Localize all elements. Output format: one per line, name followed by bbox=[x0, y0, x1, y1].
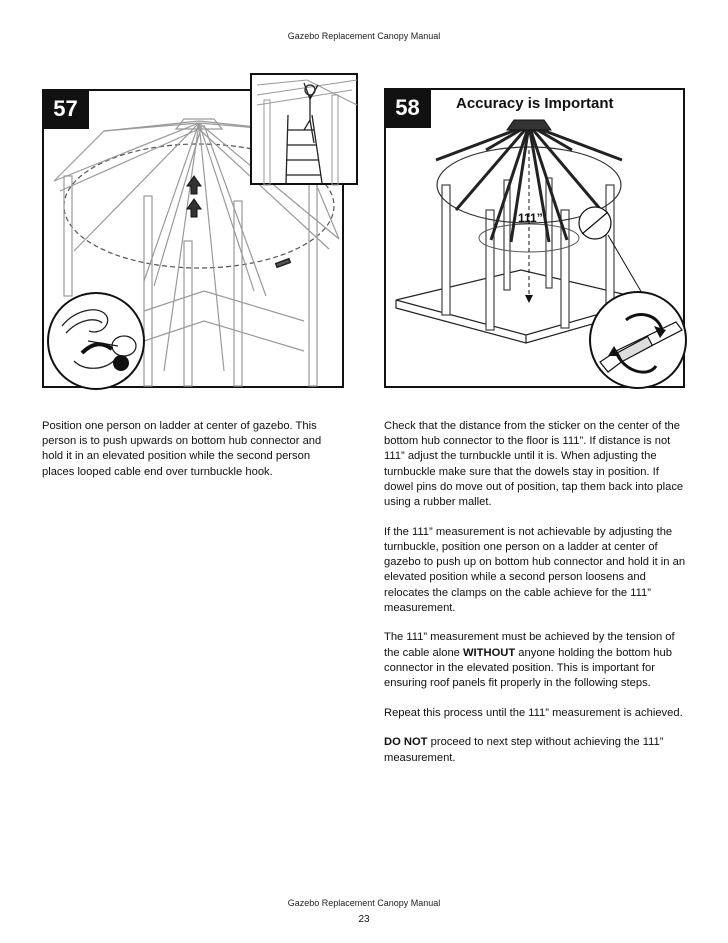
step-57-instructions bbox=[42, 419, 332, 494]
page-footer-title: Gazebo Replacement Canopy Manual bbox=[287, 898, 441, 908]
gazebo-measure-illustration bbox=[386, 90, 687, 390]
step-58-paragraph-1: Check that the distance from the sticker on the center of the bottom hub connector to the floor is 111”. If distance is not 111” adjust the turnbuckle until it is. When adjusting the turnbuckle make sure that the dowels stay in position. If dowel pins do move out of position, tap them back into place using a rubber mallet. bbox=[384, 420, 684, 509]
step-58-paragraph-4: Repeat this process until the 111” measurement is achieved. bbox=[384, 706, 683, 719]
step-58-instructions bbox=[384, 419, 689, 780]
step-58-number: 58 bbox=[384, 88, 431, 128]
step-57-number: 57 bbox=[42, 89, 89, 129]
page-header: Gazebo Replacement Canopy Manual bbox=[287, 31, 441, 41]
dimension-label: 111” bbox=[518, 211, 543, 225]
ladder-person-inset bbox=[250, 73, 358, 185]
step-58-title: Accuracy is Important bbox=[456, 95, 614, 112]
page-number: 23 bbox=[358, 914, 370, 925]
p3-part-c: anyone holding the bottom hub connector in the elevated position. This is important for ensuring roof panels fit properly in the following steps. bbox=[384, 646, 672, 690]
p3-part-a: The 111” measurement must be achieved by the tension of the cable alone bbox=[384, 631, 675, 659]
p5-part-b: proceed to next step without achieving the 111” measurement. bbox=[384, 736, 664, 764]
step-58-paragraph-2: If the 111” measurement is not achievable by adjusting the turnbuckle, position one person on a ladder at center of gazebo to push up on bottom hub connector and hold it in an elevated position while a second person loosens and relocates the clamps on the cable achieve for the 111” measurement. bbox=[384, 525, 686, 614]
step-57-text: Position one person on ladder at center of gazebo. This person is to push upwards on bottom hub connector and hold it in an elevated position while the second person places looped cable end over turnbuckle hook. bbox=[42, 420, 322, 478]
step-57-illustration-panel bbox=[42, 89, 344, 388]
p3-emphasis-without: WITHOUT bbox=[463, 646, 516, 659]
step-58-illustration-panel bbox=[384, 88, 685, 388]
step-58-paragraph-5 bbox=[384, 735, 689, 765]
person-on-ladder-drawing bbox=[252, 75, 360, 187]
p5-emphasis-do-not: DO NOT bbox=[384, 736, 428, 749]
step-58-paragraph-3 bbox=[384, 630, 689, 691]
